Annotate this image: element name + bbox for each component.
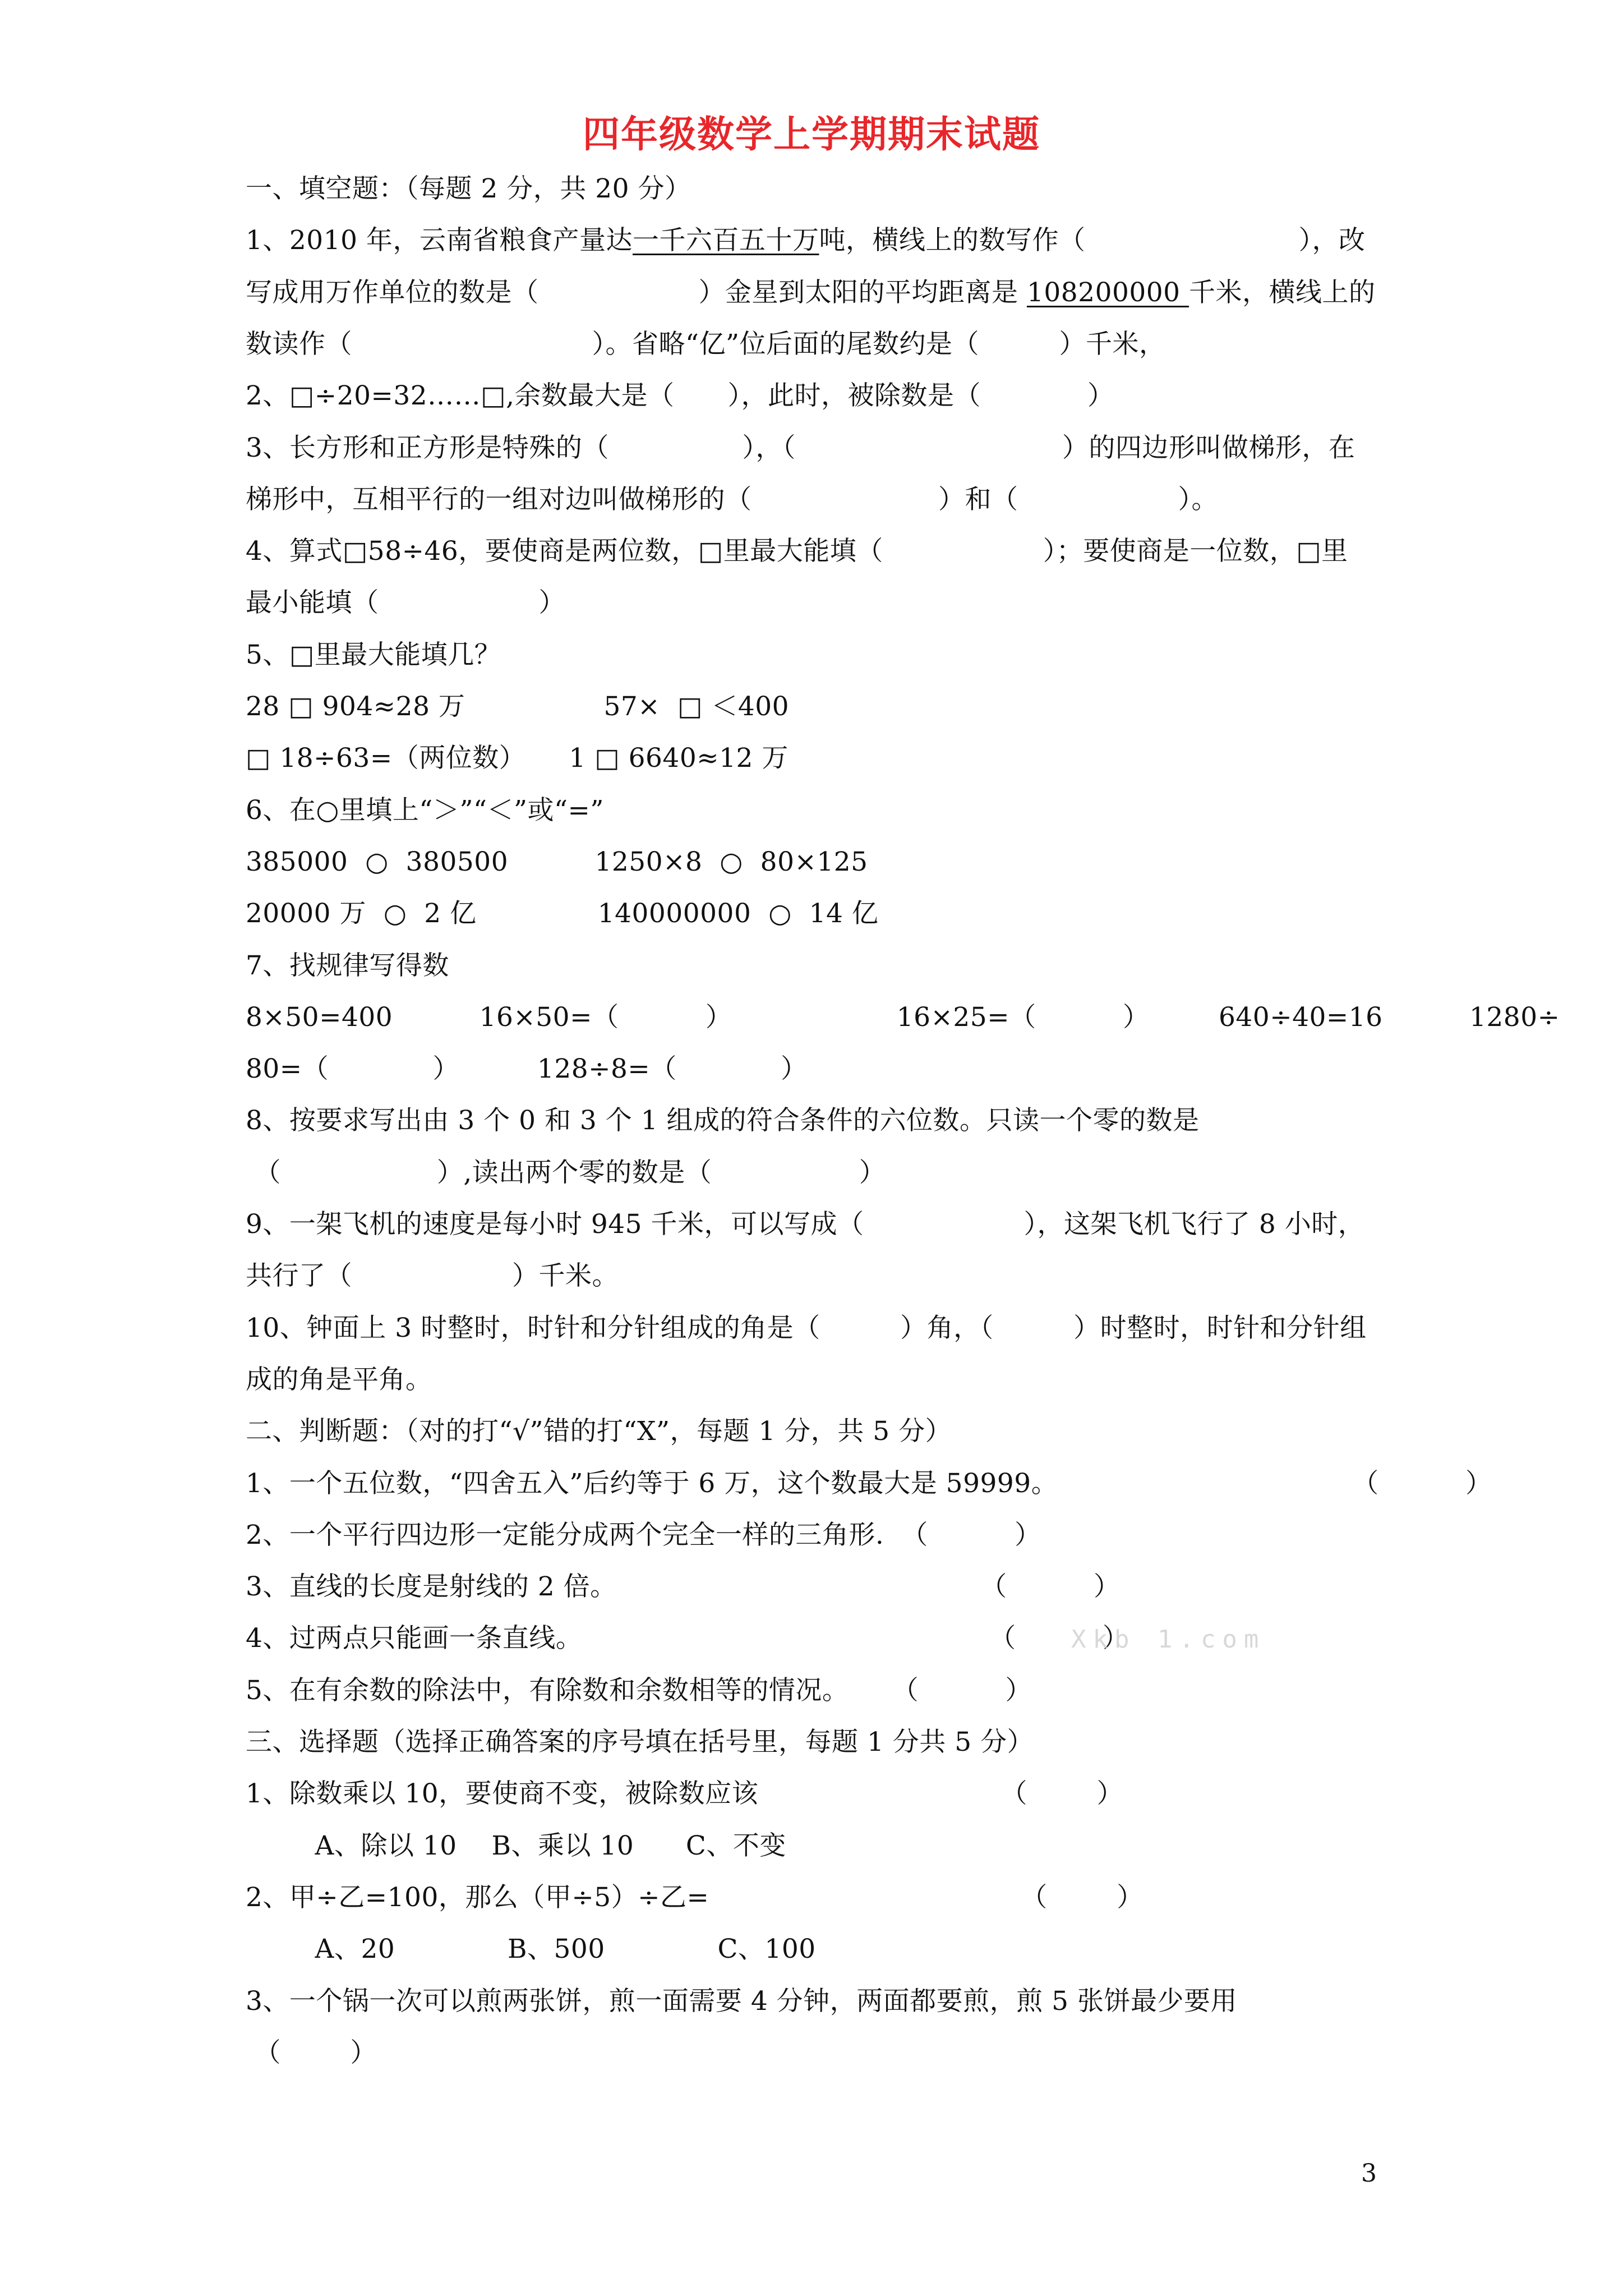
text-line — [246, 224, 1365, 257]
underlined-number: 108200000 — [1026, 277, 1189, 308]
text-line: 6、在○里填上“＞”“＜”或“=” — [246, 795, 604, 826]
text-line: 385000 ○ 380500 1250×8 ○ 80×125 — [246, 846, 868, 877]
line-text: 千米，横线上的 — [1189, 277, 1376, 308]
text-line: 共行了（ ）千米。 — [246, 1260, 619, 1291]
text-line — [246, 276, 1376, 310]
watermark: Xkb 1.com — [1071, 1625, 1266, 1654]
line-text: 1、2010 年，云南省粮食产量达 — [246, 225, 633, 256]
text-line: 数读作（ ）。省略“亿”位后面的尾数约是（ ）千米， — [246, 329, 1166, 360]
text-line: 2、□÷20=32……□,余数最大是（ ），此时，被除数是（ ） — [246, 380, 1114, 411]
text-line: 10、钟面上 3 时整时，时针和分针组成的角是（ ）角，（ ）时整时，时针和分针组 — [246, 1313, 1367, 1343]
text-line: 1、一个五位数，“四舍五入”后约等于 6 万，这个数最大是 59999。 （ ） — [246, 1468, 1492, 1499]
text-line: 9、一架飞机的速度是每小时 945 千米，可以写成（ ），这架飞机飞行了 8 小时， — [246, 1209, 1365, 1240]
line-text: 写成用万作单位的数是（ ）金星到太阳的平均距离是 — [246, 277, 1027, 308]
text-line: 2、甲÷乙=100，那么（甲÷5）÷乙= （ ） — [246, 1882, 1144, 1913]
text-line: A、除以 10 B、乘以 10 C、不变 — [246, 1830, 786, 1861]
text-line: 28 □ 904≈28 万 57× □ ＜400 — [246, 691, 790, 722]
text-line: 7、找规律写得数 — [246, 950, 449, 981]
line-text: 吨，横线上的数写作（ ），改 — [819, 225, 1366, 256]
text-line: 4、过两点只能画一条直线。 （ ） — [246, 1623, 1129, 1654]
text-line: （ ）,读出两个零的数是（ ） — [246, 1157, 886, 1188]
text-line: 20000 万 ○ 2 亿 140000000 ○ 14 亿 — [246, 898, 879, 929]
text-line: 3、直线的长度是射线的 2 倍。 （ ） — [246, 1571, 1121, 1602]
text-line: 3、长方形和正方形是特殊的（ ），（ ）的四边形叫做梯形，在 — [246, 432, 1355, 463]
text-line: （ ） — [246, 2037, 377, 2068]
text-line: □ 18÷63=（两位数） 1 □ 6640≈12 万 — [246, 743, 789, 774]
text-line: 3、一个锅一次可以煎两张饼，煎一面需要 4 分钟，两面都要煎，煎 5 张饼最少要用 — [246, 1986, 1237, 2017]
text-line: 1、除数乘以 10，要使商不变，被除数应该 （ ） — [246, 1778, 1123, 1809]
text-line: 三、选择题（选择正确答案的序号填在括号里，每题 1 分共 5 分） — [246, 1727, 1034, 1757]
text-line: 一、填空题：（每题 2 分，共 20 分） — [246, 173, 691, 204]
page-title: 四年级数学上学期期末试题 — [583, 112, 1040, 156]
text-line: 二、判断题：（对的打“√”错的打“X”，每题 1 分，共 5 分） — [246, 1416, 952, 1447]
text-line: 8×50=400 16×50=（ ） 16×25=（ ） 640÷40=16 1280÷ — [246, 1002, 1560, 1033]
text-line: 5、□里最大能填几？ — [246, 639, 501, 670]
underlined-number: 一千六百五十万 — [632, 225, 819, 256]
text-line: 成的角是平角。 — [246, 1364, 432, 1395]
page-number: 3 — [1361, 2159, 1377, 2188]
text-line: 5、在有余数的除法中，有除数和余数相等的情况。 （ ） — [246, 1675, 1032, 1706]
text-line: 最小能填（ ） — [246, 587, 565, 618]
text-line: 2、一个平行四边形一定能分成两个完全一样的三角形. （ ） — [246, 1520, 1041, 1550]
text-line: 梯形中，互相平行的一组对边叫做梯形的（ ）和（ ）。 — [246, 484, 1218, 515]
text-line: 8、按要求写出由 3 个 0 和 3 个 1 组成的符合条件的六位数。只读一个零的数是 — [246, 1105, 1200, 1136]
text-line: 4、算式□58÷46，要使商是两位数，□里最大能填（ ）；要使商是一位数，□里 — [246, 536, 1348, 567]
text-line: 80=（ ） 128÷8=（ ） — [246, 1053, 808, 1084]
text-line: A、20 B、500 C、100 — [246, 1934, 816, 1964]
